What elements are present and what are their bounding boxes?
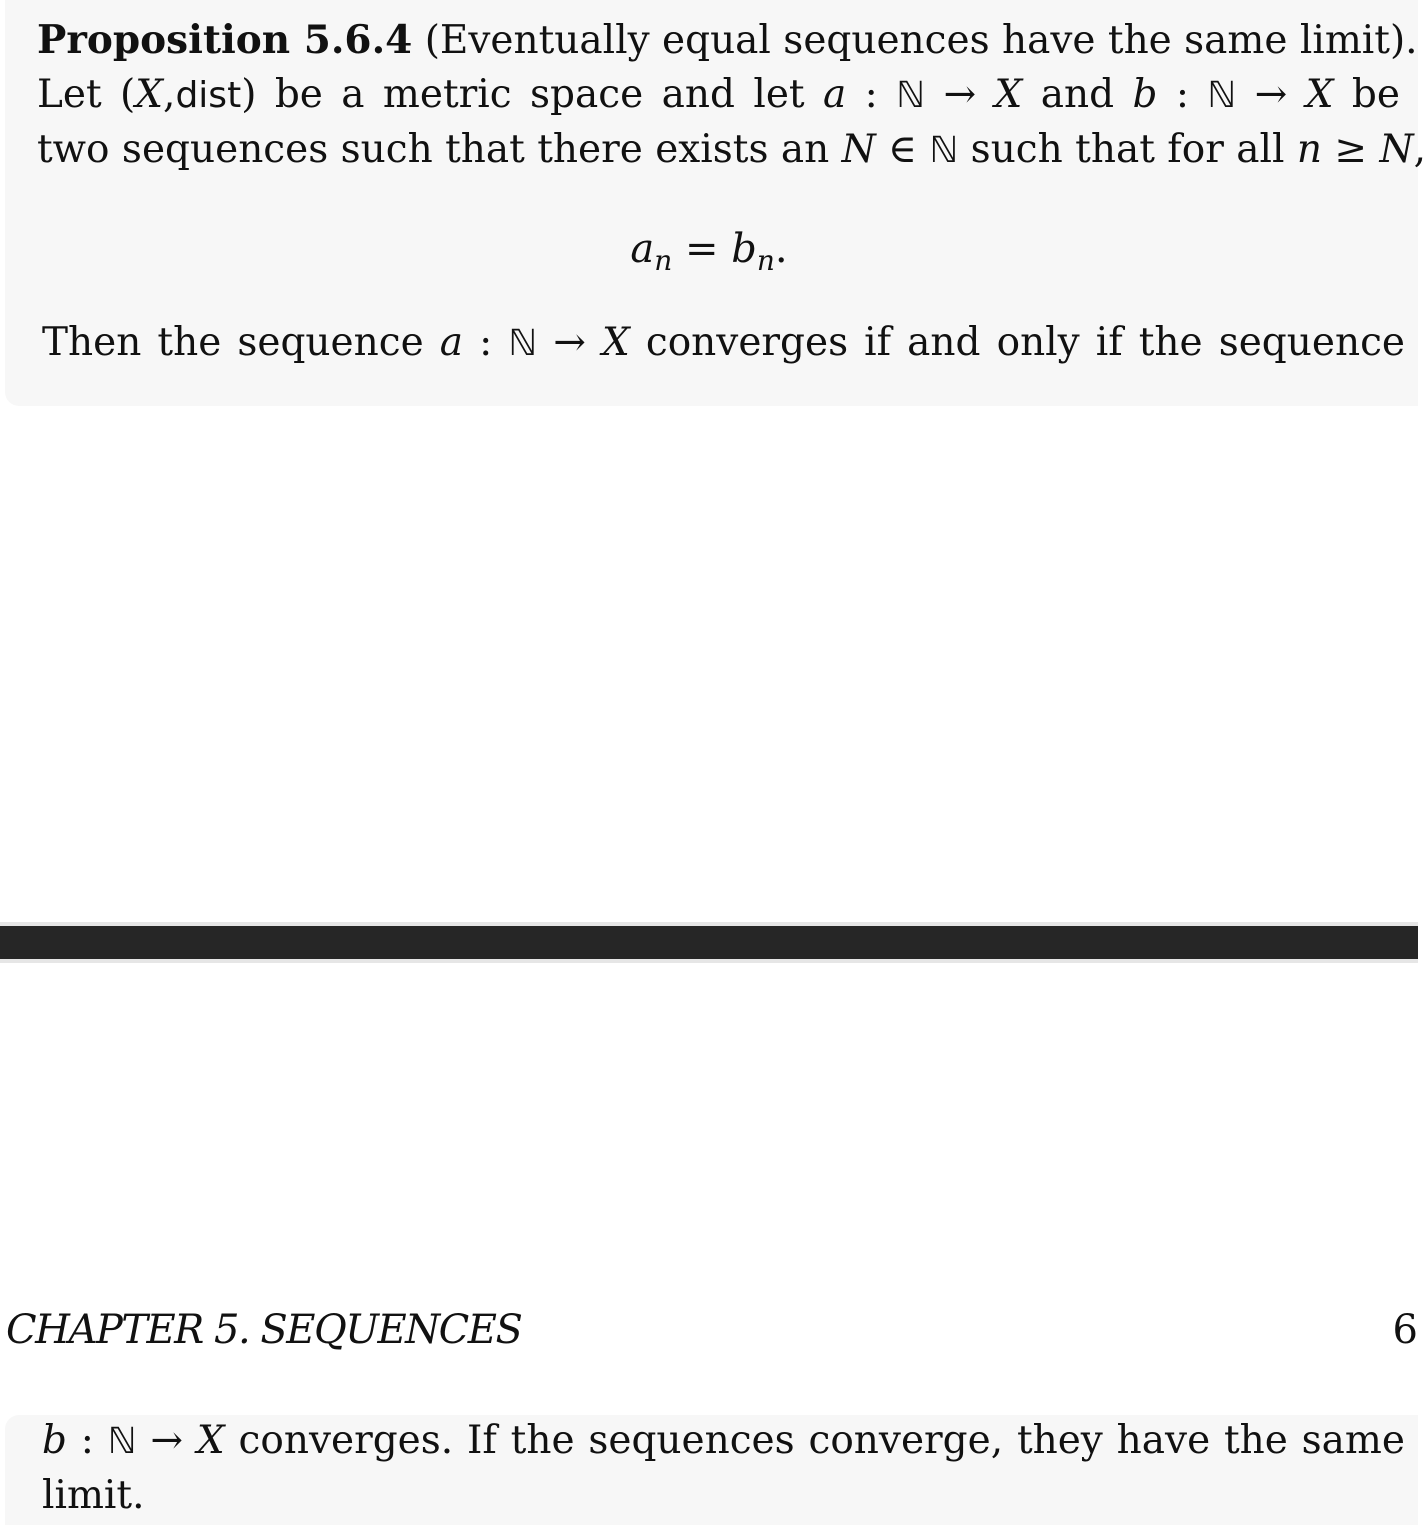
proposition-text (37, 13, 1426, 178)
math-symbol: . (774, 226, 788, 272)
text-fragment: , (1413, 127, 1426, 172)
math-naturals: ℕ (508, 323, 538, 364)
math-arrow: → (136, 1418, 197, 1463)
math-symbol: X (1305, 72, 1334, 117)
proposition-continuation (42, 1414, 1405, 1523)
math-symbol: X (135, 72, 164, 117)
text-fragment: , (163, 72, 176, 117)
continuation-line-1 (42, 1414, 1405, 1469)
math-symbol: a (630, 226, 655, 272)
text-fragment: and (1022, 72, 1133, 117)
proposition-title: (Eventually equal sequences have the same limit). (424, 18, 1418, 63)
math-naturals: ℕ (107, 1421, 137, 1462)
math-symbol: b (1132, 72, 1158, 117)
math-symbol: X (994, 72, 1023, 117)
math-arrow: → (1236, 72, 1306, 117)
math-naturals: ℕ (1207, 75, 1237, 116)
math-symbol: n (1296, 127, 1322, 172)
math-symbol: b (42, 1418, 67, 1463)
math-naturals: ℕ (896, 75, 926, 116)
text-fragment: converges. If the sequences converge, they have the same (224, 1418, 1405, 1463)
proposition-line-2 (37, 68, 1400, 123)
math-subscript: n (756, 244, 775, 277)
proposition-line-3 (37, 123, 1426, 178)
math-arrow: → (925, 72, 995, 117)
proposition-label: Proposition 5.6.4 (37, 17, 413, 63)
math-symbol: ∈ (875, 127, 930, 172)
chapter-heading: CHAPTER 5. SEQUENCES (6, 1307, 522, 1353)
running-head (6, 1300, 1418, 1360)
math-symbol: X (602, 320, 630, 365)
math-symbol: a (439, 320, 464, 365)
page-divider (0, 926, 1418, 959)
page-number: 6 (1392, 1307, 1418, 1353)
proposition-line-1 (37, 13, 1418, 68)
text-fragment: be (1333, 72, 1400, 117)
math-arrow: → (537, 320, 602, 365)
text-fragment: Let ( (37, 72, 136, 117)
text-fragment: Then the sequence (42, 320, 440, 365)
math-symbol: a (822, 72, 847, 117)
math-symbol: X (196, 1418, 225, 1463)
proposition-then-line (42, 316, 1405, 371)
math-symbol: N (841, 127, 876, 172)
continuation-line-2: limit. (42, 1473, 145, 1518)
math-symbol: : (66, 1418, 108, 1463)
text-fragment: converges if and only if the sequence (629, 320, 1406, 365)
math-symbol: : (846, 72, 897, 117)
math-subscript: n (654, 244, 673, 277)
display-equation (0, 222, 1418, 288)
math-naturals: ℕ (929, 130, 959, 171)
math-symbol: : (463, 320, 509, 365)
page-divider-edge (0, 959, 1418, 963)
math-symbol: ≥ (1321, 127, 1380, 172)
math-symbol: N (1379, 127, 1414, 172)
math-symbol: b (731, 226, 757, 272)
text-fragment: ) be a metric space and let (241, 72, 823, 117)
math-symbol: : (1157, 72, 1208, 117)
math-operator: dist (175, 75, 242, 116)
text-fragment: two sequences such that there exists an (37, 127, 842, 172)
math-symbol: = (672, 226, 732, 272)
text-fragment: such that for all (958, 127, 1297, 172)
